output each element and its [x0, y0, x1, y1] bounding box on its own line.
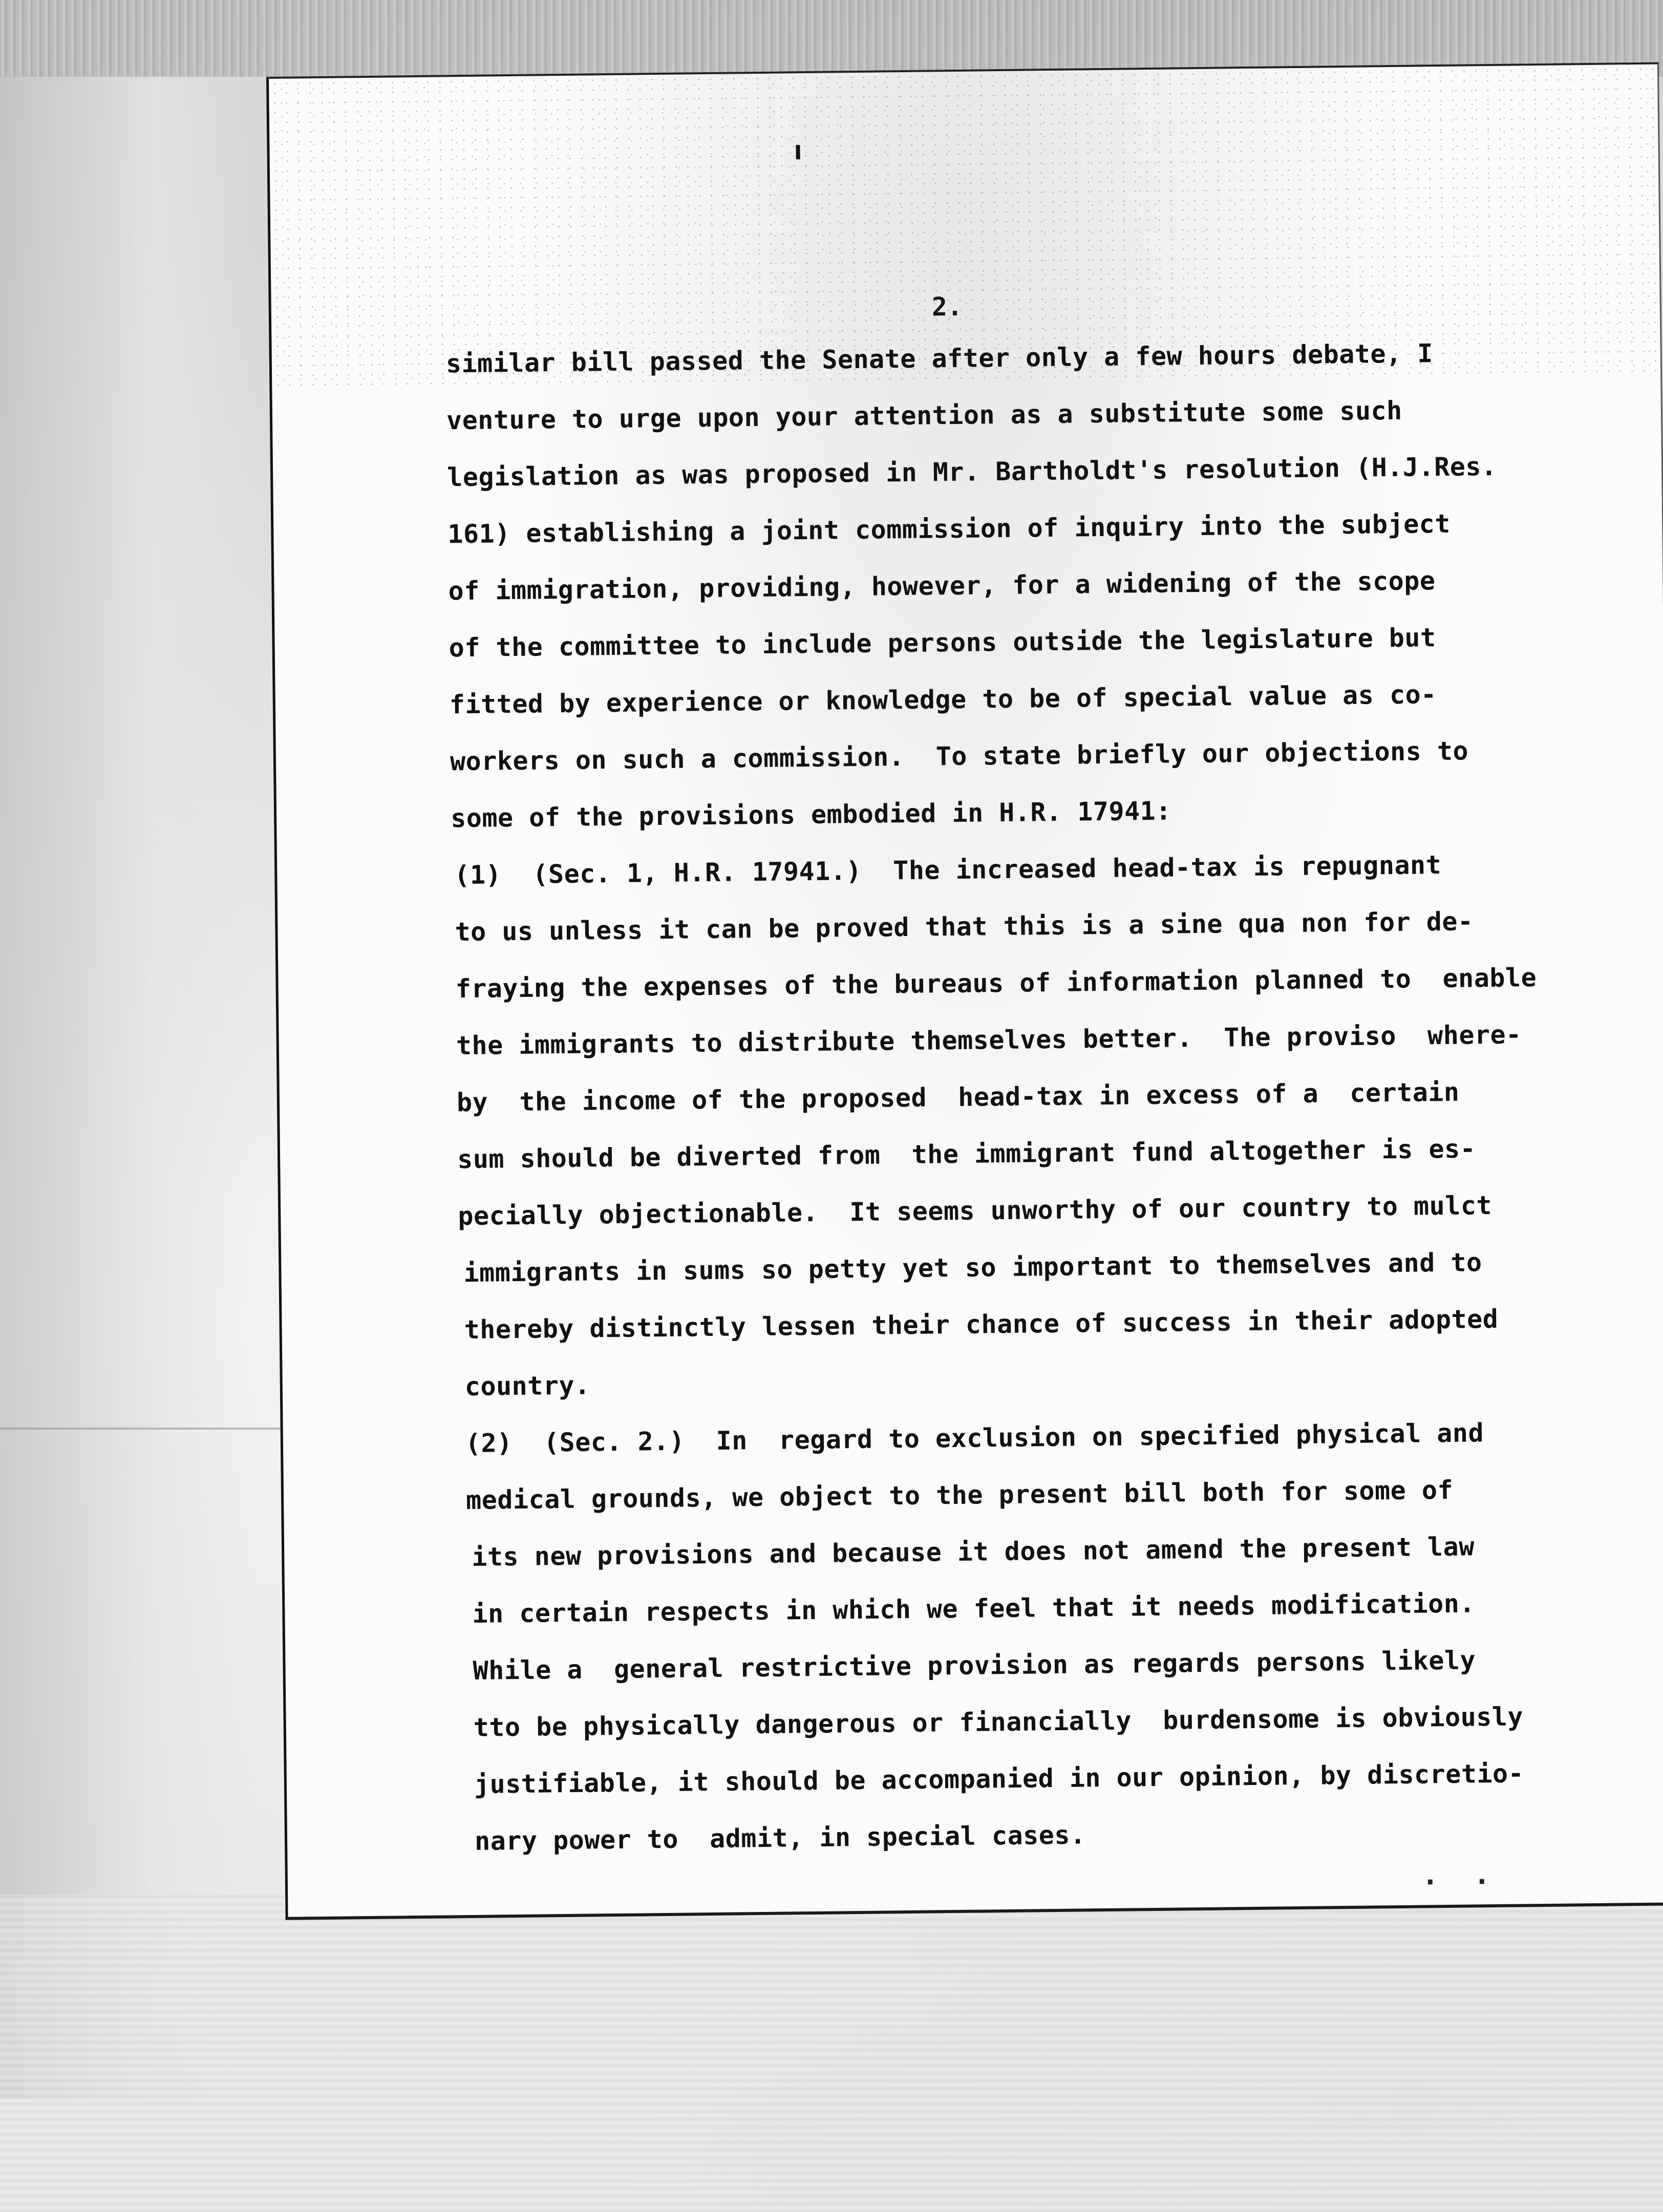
text-line: of the committee to include persons outside the legislature but	[449, 623, 1436, 663]
scan-bottom-edge	[0, 1895, 1663, 2212]
text-line: by the income of the proposed head-tax in excess of a certain	[456, 1077, 1460, 1118]
text-line: medical grounds, we object to the present bill both for some of	[465, 1475, 1454, 1516]
text-line: sum should be diverted from the immigrant fund altogether is es-	[457, 1134, 1476, 1175]
letter-body	[445, 323, 1649, 1870]
text-line: justifiable, it should be accompanied in our opinion, by discretio-	[474, 1758, 1524, 1799]
text-line: fitted by experience or knowledge to be of special value as co-	[449, 679, 1437, 720]
text-line: workers on such a commission. To state briefly our objections to	[450, 736, 1469, 777]
text-line: legislation as was proposed in Mr. Bartholdt's resolution (H.J.Res.	[446, 451, 1497, 493]
text-line: tto be physically dangerous or financially burdensome is obviously	[473, 1701, 1524, 1742]
text-line: (1) (Sec. 1, H.R. 17941.) The increased head-tax is repugnant	[454, 850, 1442, 890]
text-line: thereby distinctly lessen their chance of success in their adopted	[464, 1304, 1499, 1345]
text-line: fraying the expenses of the bureaus of information planned to enable	[455, 963, 1537, 1004]
text-line: country.	[464, 1370, 590, 1402]
text-line: of immigration, providing, however, for a widening of the scope	[448, 566, 1436, 606]
text-line: similar bill passed the Senate after only a few hours debate, I	[445, 338, 1434, 379]
text-line: nary power to admit, in special cases.	[474, 1820, 1086, 1856]
text-line: pecially objectionable. It seems unworthy of our country to mulct	[458, 1190, 1493, 1231]
text-line: 161) establishing a joint commission of inquiry into the subject	[447, 508, 1451, 549]
text-line: in certain respects in which we feel that it needs modification.	[472, 1588, 1476, 1629]
pin-mark	[796, 145, 800, 159]
text-line: (2) (Sec. 2.) In regard to exclusion on specified physical and	[465, 1418, 1484, 1459]
text-line: some of the provisions embodied in H.R. 17941:	[450, 796, 1172, 834]
text-line: its new provisions and because it does not amend the present law	[471, 1532, 1475, 1572]
scan-left-shadow	[0, 77, 256, 2099]
text-line: to us unless it can be proved that this is a sine qua non for de-	[455, 906, 1474, 947]
typed-letter-page	[266, 62, 1663, 1920]
page-number: 2.	[931, 291, 963, 322]
trailing-marks: . .	[1421, 1858, 1500, 1891]
text-line: While a general restrictive provision as regards persons likely	[473, 1645, 1476, 1686]
text-line: the immigrants to distribute themselves better. The proviso where-	[456, 1019, 1522, 1061]
text-line: immigrants in sums so petty yet so important to themselves and to	[463, 1247, 1482, 1288]
text-line: venture to urge upon your attention as a substitute some such	[446, 395, 1403, 436]
